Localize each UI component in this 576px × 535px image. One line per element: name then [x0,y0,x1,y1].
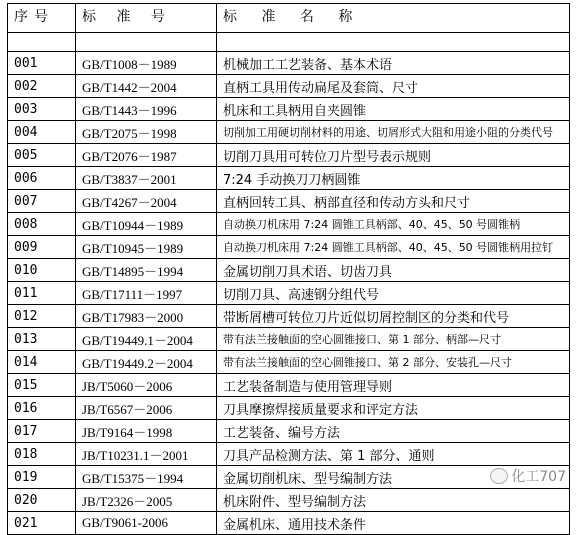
row-std-code: JB/T5060－2006 [76,374,217,397]
row-std-name: 自动换刀机床用 7:24 圆锥工具柄部、40、45、50 号圆锥柄 [217,213,570,236]
table-row [8,397,570,420]
row-std-name: 刀具摩擦焊接质量要求和评定方法 [217,397,570,420]
row-seq: 012 [8,305,76,328]
row-std-name: 切削刀具、高速钢分组代号 [217,282,570,305]
spacer-row [8,33,570,52]
row-std-name: 金属切削刀具术语、切齿刀具 [217,259,570,282]
row-seq: 002 [8,75,76,98]
table-row [8,259,570,282]
row-seq: 006 [8,167,76,190]
row-std-code: GB/T15375－1994 [76,466,217,489]
row-std-code: GB/T1008－1989 [76,52,217,75]
row-std-name: 直柄工具用传动扁尾及套筒、尺寸 [217,75,570,98]
row-seq: 014 [8,351,76,374]
row-std-code: GB/T1442－2004 [76,75,217,98]
table-row [8,489,570,512]
table-row [8,305,570,328]
table-row [8,52,570,75]
table-row [8,282,570,305]
row-seq: 016 [8,397,76,420]
row-std-name: 刀具产品检测方法、第 1 部分、通则 [217,443,570,466]
row-seq: 013 [8,328,76,351]
table-row [8,351,570,374]
row-seq: 005 [8,144,76,167]
row-std-code: GB/T10945－1989 [76,236,217,259]
row-std-name: 带有法兰接触面的空心圆锥接口、第 2 部分、安装孔—尺寸 [217,351,570,374]
row-seq: 019 [8,466,76,489]
header-std-no: 标 准 号 [76,4,217,33]
row-std-name: 机械加工工艺装备、基本术语 [217,52,570,75]
row-std-code: GB/T2075－1998 [76,121,217,144]
row-seq: 020 [8,489,76,512]
table-row [8,420,570,443]
table-row [8,190,570,213]
row-seq: 011 [8,282,76,305]
row-seq: 021 [8,512,76,535]
row-std-code: JB/T10231.1－2001 [76,443,217,466]
table-row [8,75,570,98]
row-std-name: 带断屑槽可转位刀片近似切屑控制区的分类和代号 [217,305,570,328]
table-row [8,443,570,466]
watermark [490,466,566,486]
row-std-code: JB/T2326－2005 [76,489,217,512]
table-row [8,144,570,167]
table-row [8,466,570,489]
row-std-code: GB/T4267－2004 [76,190,217,213]
row-seq: 004 [8,121,76,144]
row-std-name: 机床和工具柄用自夹圆锥 [217,98,570,121]
row-seq: 003 [8,98,76,121]
row-std-name: 工艺装备、编号方法 [217,420,570,443]
row-std-code: GB/T19449.1－2004 [76,328,217,351]
row-std-name: 切削加工用硬切削材料的用途、切屑形式大阻和用途小阻的分类代号 [217,121,570,144]
header-std-name: 标 准 名 称 [217,4,570,33]
table-row [8,213,570,236]
row-std-name: 金属切削机床、型号编制方法 [217,466,570,489]
table-row [8,374,570,397]
row-std-code: GB/T1443－1996 [76,98,217,121]
row-std-code: JB/T9164－1998 [76,420,217,443]
row-std-name: 7:24 手动换刀刀柄圆锥 [217,167,570,190]
table-row [8,121,570,144]
watermark-text: 化工707 [511,469,566,485]
row-std-code: GB/T2076－1987 [76,144,217,167]
header-row [8,4,570,33]
row-seq: 009 [8,236,76,259]
row-seq: 001 [8,52,76,75]
spacer-cell [217,33,570,52]
standards-table [7,3,570,535]
row-std-code: GB/T17983－2000 [76,305,217,328]
spacer-cell [76,33,217,52]
row-std-code: GB/T3837－2001 [76,167,217,190]
row-std-name: 切削刀具用可转位刀片型号表示规则 [217,144,570,167]
row-std-code: GB/T19449.2－2004 [76,351,217,374]
row-std-name: 直柄回转工具、柄部直径和传动方头和尺寸 [217,190,570,213]
row-seq: 018 [8,443,76,466]
row-std-code: JB/T6567－2006 [76,397,217,420]
spacer-cell [8,33,76,52]
row-std-name: 机床附件、型号编制方法 [217,489,570,512]
wechat-logo-icon [490,468,508,484]
header-seq: 序号 [8,4,76,33]
row-std-name: 自动换刀机床用 7:24 圆锥工具柄部、40、45、50 号圆锥柄用拉钉 [217,236,570,259]
row-seq: 007 [8,190,76,213]
row-std-code: GB/T14895－1994 [76,259,217,282]
table-row [8,328,570,351]
row-std-code: GB/T9061-2006 [76,512,217,535]
row-std-code: GB/T17111－1997 [76,282,217,305]
row-seq: 015 [8,374,76,397]
row-std-name: 带有法兰接触面的空心圆锥接口、第 1 部分、柄部—尺寸 [217,328,570,351]
row-seq: 010 [8,259,76,282]
row-std-code: GB/T10944－1989 [76,213,217,236]
table-row [8,98,570,121]
row-seq: 017 [8,420,76,443]
row-std-name: 工艺装备制造与使用管理导则 [217,374,570,397]
table-row [8,167,570,190]
table-row [8,512,570,535]
row-seq: 008 [8,213,76,236]
table-row [8,236,570,259]
row-std-name: 金属机床、通用技术条件 [217,512,570,535]
